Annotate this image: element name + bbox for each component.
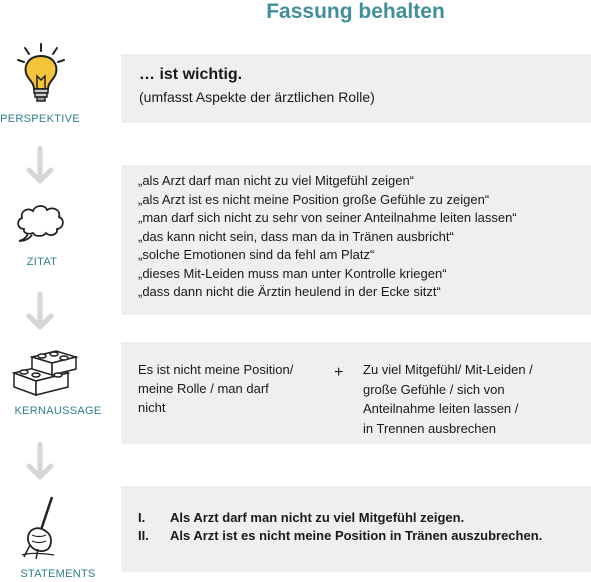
quote-item: „man darf sich nicht zu sehr von seiner Anteilnahme leiten lassen“: [138, 210, 517, 225]
kernaussage-left: [138, 360, 323, 417]
statements-box: [121, 486, 591, 572]
step-label-kernaussage: KERNAUSSAGE: [14, 405, 102, 417]
quote-item: „als Arzt ist es nicht meine Position große Gefühle zu zeigen“: [138, 191, 490, 207]
kernaussage-box: [121, 342, 591, 444]
statement-number: II.: [138, 528, 149, 543]
speech-cloud-icon: [14, 203, 66, 245]
perspektive-headline: … ist wichtig.: [139, 66, 243, 83]
kernaussage-right-line: Anteilnahme leiten lassen /: [363, 401, 519, 416]
quote-list: [138, 172, 517, 302]
plus-sign: +: [334, 364, 344, 381]
lightbulb-icon: [15, 42, 67, 104]
statement-text: Als Arzt darf man nicht zu viel Mitgefühl zeigen.: [170, 510, 465, 525]
step-label-zitat: ZITAT: [26, 256, 58, 268]
statement-number: I.: [138, 510, 146, 525]
quote-item: „als Arzt darf man nicht zu viel Mitgefühl zeigen“: [138, 173, 415, 188]
down-arrow-icon: [26, 292, 54, 332]
step-label-statements: STATEMENTS: [20, 568, 96, 580]
kernaussage-left-line: meine Rolle / man darf: [138, 381, 269, 396]
zitat-box: [121, 165, 591, 315]
quote-item: „dieses Mit-Leiden muss man unter Kontrolle kriegen“: [138, 265, 447, 281]
lego-bricks-icon: [10, 347, 86, 399]
kernaussage-left-line: nicht: [138, 400, 166, 415]
writing-hand-icon: [18, 495, 64, 561]
statement-text: Als Arzt ist es nicht meine Position in Tränen auszubrechen.: [170, 528, 543, 543]
quote-item: „das kann nicht sein, dass man da in Tränen ausbricht“: [138, 228, 454, 244]
kernaussage-right: [363, 360, 588, 438]
perspektive-box: [121, 54, 591, 123]
quote-item: „dass dann nicht die Ärztin heulend in der Ecke sitzt“: [138, 284, 441, 299]
kernaussage-right-line: Zu viel Mitgefühl/ Mit-Leiden /: [363, 362, 533, 377]
kernaussage-left-line: Es ist nicht meine Position/: [138, 362, 294, 377]
page-title: Fassung behalten: [266, 0, 445, 23]
down-arrow-icon: [26, 442, 54, 482]
step-label-perspektive: PERSPEKTIVE: [0, 113, 80, 125]
kernaussage-right-line: in Trennen ausbrechen: [363, 420, 496, 436]
quote-item: „solche Emotionen sind da fehl am Platz“: [138, 247, 375, 262]
perspektive-subline: (umfasst Aspekte der ärztlichen Rolle): [139, 89, 375, 105]
down-arrow-icon: [26, 146, 54, 186]
kernaussage-right-line: große Gefühle / sich von: [363, 381, 505, 397]
